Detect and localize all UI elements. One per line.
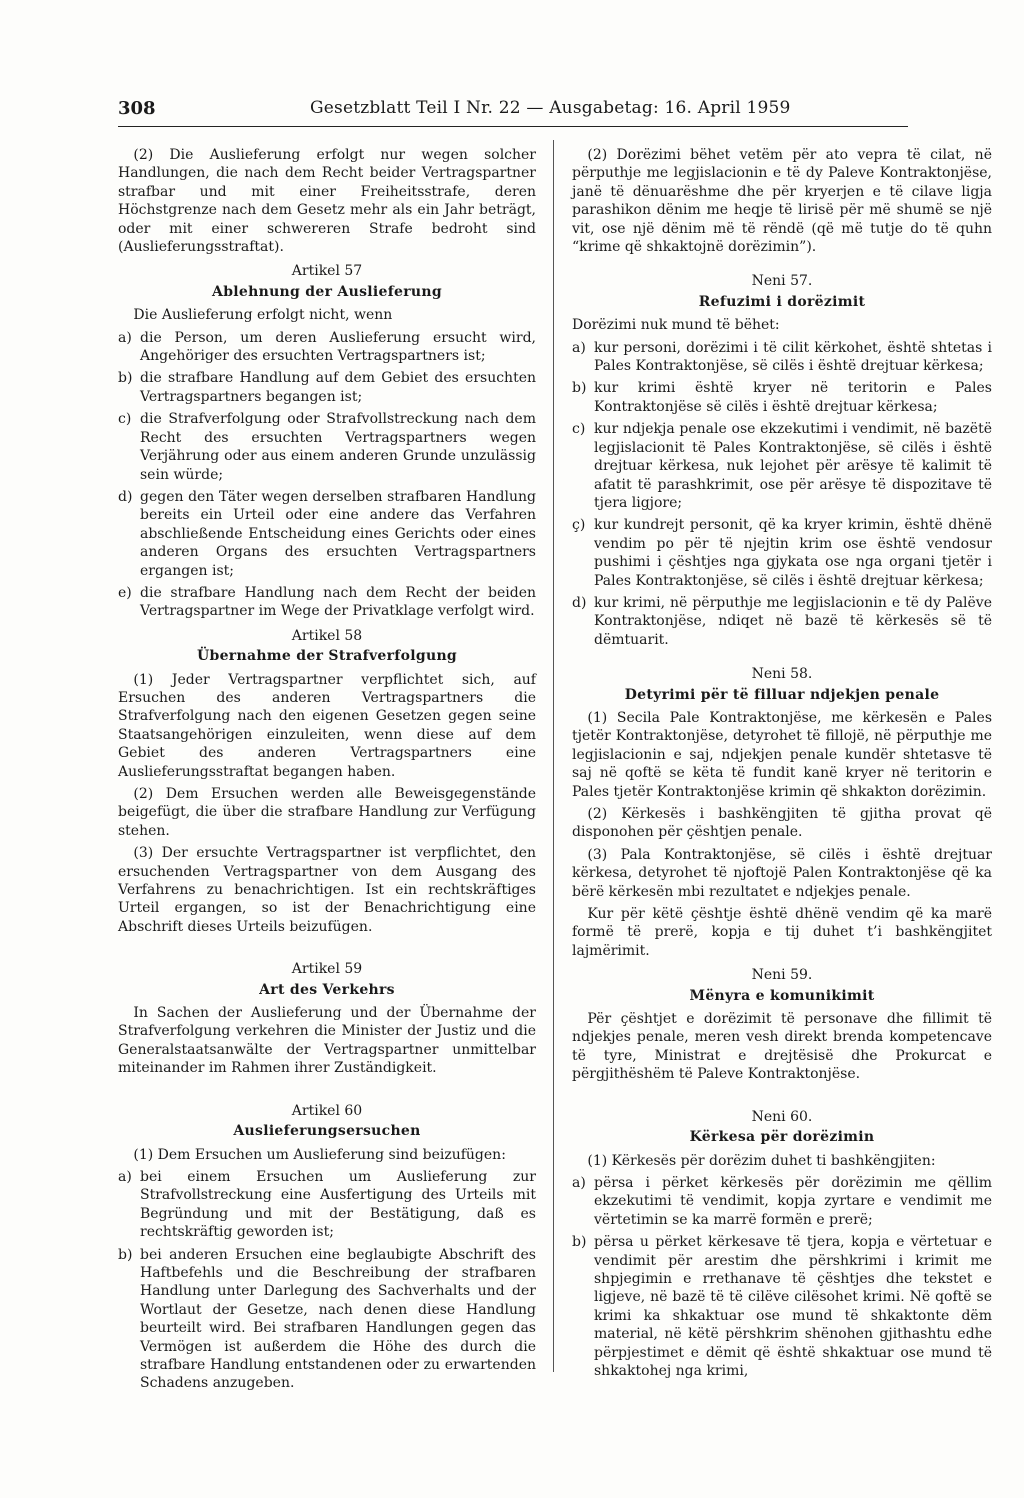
list-text: die Person, um deren Auslieferung ersucht wird, Angehöriger des ersuchten Vertragspartners ist;: [140, 329, 536, 365]
list-label: c): [118, 411, 132, 428]
list-text: bei einem Ersuchen um Auslieferung zur Strafvollstreckung eine Ausfertigung des Urteils mit Begründung und mit der Bestätigung, daß es rechtskräftig geworden ist;: [140, 1168, 536, 1241]
article-heading: Artikel 58: [291, 627, 363, 644]
list-label: ç): [572, 517, 586, 534]
article-title: Ablehnung der Auslieferung: [212, 283, 442, 300]
paragraph: Die Auslieferung erfolgt nicht, wenn: [133, 307, 393, 324]
list-label: b): [118, 1246, 133, 1263]
list-item: [572, 379, 992, 416]
list-text: kur krimi është kryer në teritorin e Pales Kontraktonjëse së cilës i është drejtuar kërkesa;: [594, 380, 992, 415]
article-title: Mënyra e komunikimit: [689, 987, 875, 1004]
list-text: die strafbare Handlung nach dem Recht der beiden Vertragspartner im Wege der Privatklage verfolgt wird.: [140, 584, 536, 620]
paragraph: Kur për këtë çështje është dhënë vendim që ka marë formë të prerë, kopja e tij duhet t’i bashkëngjitet lajmërimit.: [572, 906, 992, 959]
paragraph: (2) Dem Ersuchen werden alle Beweisgegenstände beigefügt, die über die strafbare Handlung zur Verfügung stehen.: [118, 786, 536, 839]
list-item: [572, 594, 992, 649]
paragraph: (1) Secila Pale Kontraktonjëse, me kërkesën e Pales tjetër Kontraktonjëse, detyrohet të fillojë, në përputhje me legjislacionin e saj, ndjekjen penale kundër shtetasve të saj në qoftë se këta të fundit kanë kryer në teritorin e Pales tjetër Kontraktonjëse krimin që shkakton dorëzimin.: [572, 709, 992, 800]
list-label: a): [572, 1174, 586, 1191]
list-item: [572, 1174, 992, 1229]
list-text: die strafbare Handlung auf dem Gebiet des ersuchten Vertragspartners begangen ist;: [140, 370, 536, 405]
albanian-column: [572, 146, 992, 1384]
list-label: a): [118, 329, 132, 346]
list-text: die Strafverfolgung oder Strafvollstreckung nach dem Recht des ersuchten Vertragspartners wegen Verjährung oder aus einem anderen Grunde unzulässig sein würde;: [140, 411, 536, 483]
list-item: [572, 1233, 992, 1380]
column-divider: [553, 140, 554, 1372]
running-title: Gesetzblatt Teil I Nr. 22 — Ausgabetag: 16. April 1959: [310, 98, 791, 118]
page-number: 308: [118, 98, 156, 119]
article-title: Refuzimi i dorëzimit: [698, 293, 866, 310]
article-heading: Artikel 60: [291, 1102, 363, 1119]
article-heading: Neni 58.: [751, 666, 813, 683]
article-heading: Neni 60.: [751, 1108, 813, 1125]
article-heading: Artikel 57: [291, 263, 363, 280]
list-label: e): [118, 584, 132, 601]
list-item: [118, 410, 536, 484]
paragraph: (3) Pala Kontraktonjëse, së cilës i është drejtuar kërkesa, detyrohet të njoftojë Palen Kontraktonjëse që ka bërë kërkesën mbi rezultatet e ndjekjes penale.: [572, 846, 992, 900]
list-item: [118, 369, 536, 406]
list-text: kur ndjekja penale ose ekzekutimi i vendimit, në bazëtë legjislacionit të Pales Kontraktonjëse, së cilës i është drejtuar kërkesa, nuk lejohet për arësye të kalimit të afatit të parashkrimit, ose për arësye të dispozitave të tjera ligjore;: [594, 421, 992, 511]
list-label: d): [118, 488, 133, 505]
list-item: [572, 516, 992, 590]
article-title: Detyrimi për të filluar ndjekjen penale: [624, 686, 940, 703]
paragraph: (1) Dem Ersuchen um Auslieferung sind beizufügen:: [133, 1146, 506, 1163]
list-label: b): [572, 380, 587, 397]
list-item: [118, 488, 536, 580]
paragraph: (2) Kërkesës i bashkëngjiten të gjitha provat që disponohen për çështjen penale.: [572, 806, 992, 841]
list-item: [118, 1246, 536, 1393]
paragraph: (2) Dorëzimi bëhet vetëm për ato vepra të cilat, në përputhje me legjislacionin e të dy Paleve Kontraktonjëse, janë të dënuarëshme dhe për kryerjen e të cilave ligja parashikon dënim me heqje të lirisë për më shumë se një vit, ose një dënim më të rëndë (që më tutje do të quhn “krime që shkaktojnë dorëzimin”).: [572, 147, 992, 256]
list-text: gegen den Täter wegen derselben strafbaren Handlung bereits ein Urteil oder eine andere das Verfahren abschließende Entscheidung eines Gerichts oder eines anderen Organs des ersuchten Vertragspartners ergangen ist;: [140, 488, 536, 579]
list-label: b): [118, 370, 133, 387]
list-label: a): [118, 1168, 132, 1185]
list-text: kur kundrejt personit, që ka kryer krimin, është dhënë vendim po për të njejtin krim ose është vendosur pushimi i çështjes nga gjykata ose nga organi tjetër i Pales Kontraktonjëse, së cilës i është drejtuar kërkesa;: [594, 517, 992, 589]
paragraph: Dorëzimi nuk mund të bëhet:: [572, 317, 780, 334]
article-heading: Neni 59.: [751, 967, 813, 984]
list-item: [118, 584, 536, 621]
list-item: [118, 1168, 536, 1242]
article-heading: Neni 57.: [751, 273, 813, 290]
list-label: b): [572, 1234, 587, 1251]
list-item: [572, 420, 992, 512]
list-item: [572, 339, 992, 376]
list-text: përsa u përket kërkesave të tjera, kopja e vërtetuar e vendimit për arestim dhe përshkrimi i krimit me shpjegimin e rrethanave të çështjes dhe tekstet e ligjeve, në bazë të të cilëve cilësohet krimi. Në qoftë se krimi ka shkaktuar ose mund të shkaktonte dëm material, në këtë përshkrim shënohen gjithashtu edhe përpjestimet e dëmit që është shkaktuar ose mund të shkaktohej nga krimi,: [594, 1234, 992, 1379]
list-item: [118, 329, 536, 366]
running-header: [118, 98, 908, 127]
paragraph: (3) Der ersuchte Vertragspartner ist verpflichtet, den ersuchenden Vertragspartner von dem Ausgang des Verfahrens zu benachrichtigen. Ist ein rechtskräftiges Urteil ergangen, so ist der Benachrichtigung eine Abschrift dieses Urteils beizufügen.: [118, 845, 536, 935]
list-label: c): [572, 421, 586, 438]
list-label: a): [572, 339, 586, 356]
german-column: [118, 146, 536, 1397]
article-title: Kërkesa për dorëzimin: [689, 1129, 875, 1146]
list-text: përsa i përket kërkesës për dorëzimin me qëllim ekzekutimi të vendimit, kopja zyrtare e vendimit me vërtetimin se ka marrë formën e prerë;: [594, 1174, 992, 1228]
paragraph: In Sachen der Auslieferung und der Übernahme der Strafverfolgung verkehren die Minister der Justiz und die Generalstaatsanwälte der Vertragspartner unmittelbar miteinander im Rahmen ihrer Zuständigkeit.: [118, 1005, 536, 1077]
paragraph: (1) Kërkesës për dorëzim duhet ti bashkëngjiten:: [587, 1152, 936, 1169]
article-heading: Artikel 59: [291, 961, 363, 978]
list-text: bei anderen Ersuchen eine beglaubigte Abschrift des Haftbefehls und die Beschreibung der strafbaren Handlung unter Darlegung des Sachverhalts und der Wortlaut der Gesetze, nach denen diese Handlung beurteilt wird. Bei strafbaren Handlungen gegen das Vermögen ist außerdem die Höhe des durch die strafbare Handlung entstandenen oder zu erwartenden Schadens anzugeben.: [140, 1246, 536, 1392]
list-text: kur krimi, në përputhje me legjislacionin e të dy Palëve Kontraktonjëse, ndiqet në bazë të kërkesës së të dëmtuarit.: [594, 594, 992, 648]
paragraph: (2) Die Auslieferung erfolgt nur wegen solcher Handlungen, die nach dem Recht beider Vertragspartner strafbar und mit einer Freiheitsstrafe, deren Höchstgrenze nach dem Gesetz mehr als ein Jahr beträgt, oder mit einer schwereren Strafe bedroht sind (Auslieferungsstraftat).: [118, 147, 536, 256]
paragraph: Për çështjet e dorëzimit të personave dhe fillimit të ndjekjes penale, meren vesh direkt brenda kompetencave të tyre, Ministrat e drejtësisë dhe Prokurcat e përgjithëshëm të Paleve Kontraktonjëse.: [572, 1011, 992, 1083]
article-title: Übernahme der Strafverfolgung: [196, 648, 458, 665]
list-label: d): [572, 594, 587, 611]
paragraph: (1) Jeder Vertragspartner verpflichtet sich, auf Ersuchen des anderen Vertragspartners die Strafverfolgung nach den eigenen Gesetzen gegen seine Staatsangehörigen einzuleiten, wenn diese auf dem Gebiet des anderen Vertragspartners eine Auslieferungsstraftat begangen haben.: [118, 671, 536, 780]
article-title: Auslieferungsersuchen: [233, 1123, 421, 1140]
list-text: kur personi, dorëzimi i të cilit kërkohet, është shtetas i Pales Kontraktonjëse, së cilës i është drejtuar kërkesa;: [594, 339, 992, 375]
article-title: Art des Verkehrs: [259, 981, 395, 998]
